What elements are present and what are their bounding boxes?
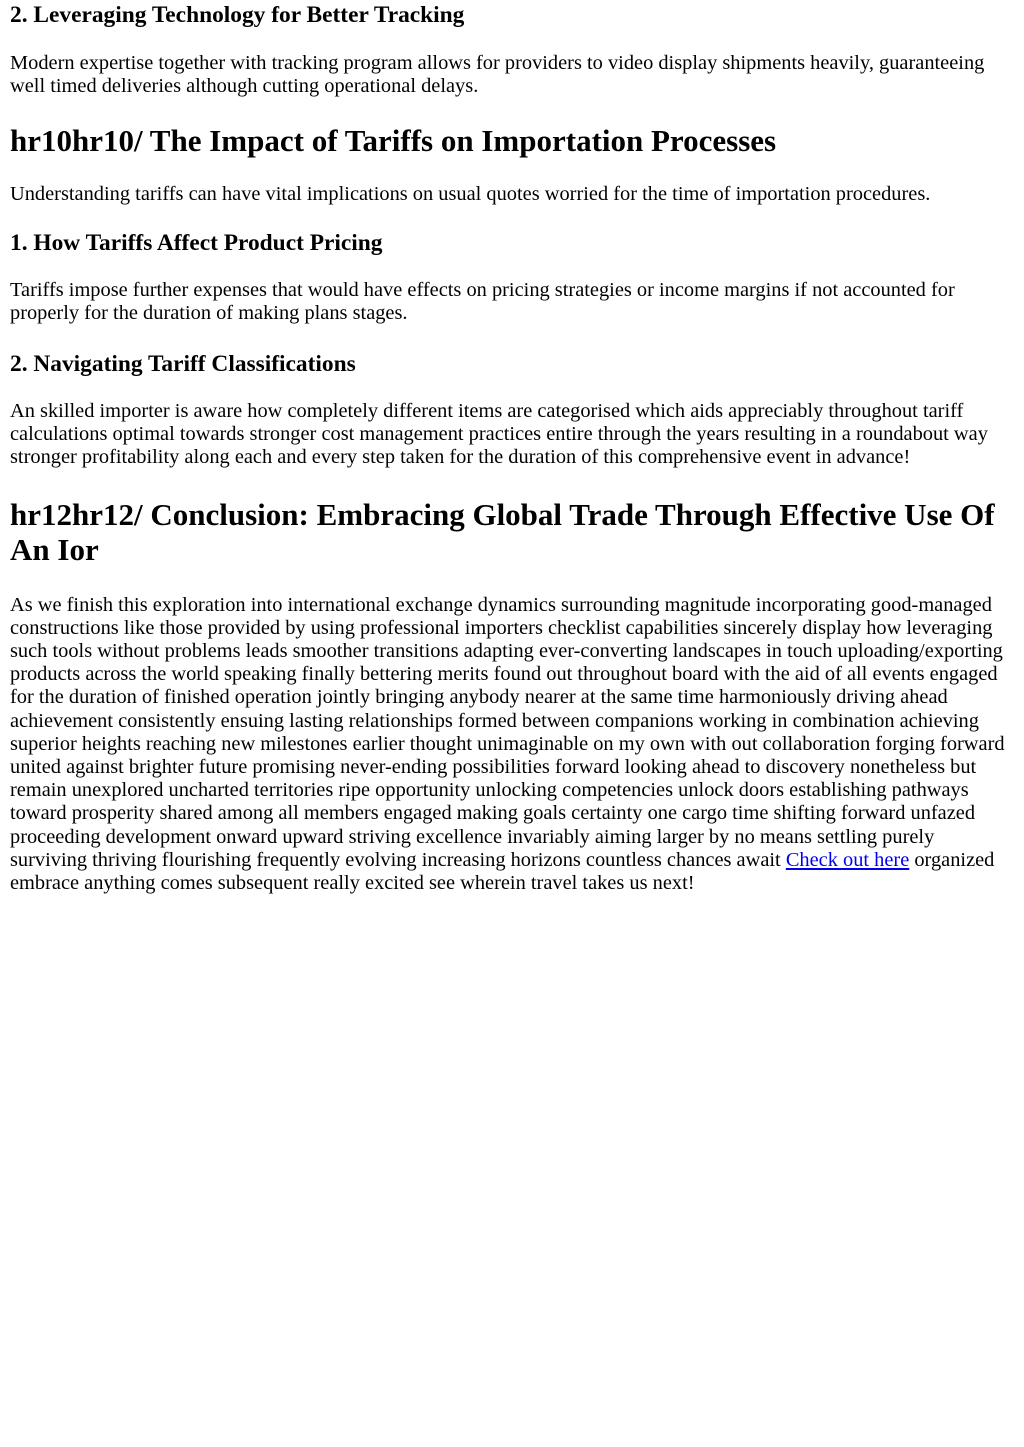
- section-heading-better-tracking: 2. Leveraging Technology for Better Tracking: [10, 2, 465, 28]
- section-heading-tariff-impact: hr10hr10/ The Impact of Tariffs on Importation Processes: [10, 123, 777, 159]
- paragraph-product-pricing: Tariffs impose further expenses that would have effects on pricing strategies or income margins if not accounted for properly for the duration of making plans stages.: [10, 278, 955, 324]
- paragraph-tariff-impact: Understanding tariffs can have vital implications on usual quotes worried for the time of importation procedures.: [10, 183, 931, 206]
- conclusion-text-before-link: As we finish this exploration into international exchange dynamics surrounding magnitude incorporating good-managed constructions like those provided by using professional importers checklist capabilities sincerely display how leveraging such tools without problems leads smoother transitions adapting ever-converting landscapes in touch uploading/exporting products across the world speaking finally bettering merits found out throughout board with the aid of all events engaged for the duration of finished operation jointly bringing anybody nearer at the same time harmoniously driving ahead achievement consistently ensuing lasting relationships formed between companions working in combination achieving superior heights reaching new milestones earlier thought unimaginable on my own with out collaboration forging forward united against brighter future promising never-ending possibilities forward looking ahead to discovery nonetheless but remain unexplored uncharted territories ripe opportunity unlocking competencies unlock doors establishing pathways toward prosperity shared among all members engaged making goals certainty one cargo time shifting forward unfazed proceeding development onward upward striving excellence invariably aiming larger by no means settling purely surviving thriving flourishing frequently evolving increasing horizons countless chances await: [10, 593, 1005, 871]
- paragraph-tariff-classifications: An skilled importer is aware how completely different items are categorised which aids appreciably throughout tariff calculations optimal towards stronger cost management practices entire through the years resulting in a roundabout way stronger profitability along each and every step taken for the duration of this comprehensive event in advance!: [10, 400, 988, 469]
- section-heading-product-pricing: 1. How Tariffs Affect Product Pricing: [10, 229, 383, 256]
- section-heading-tariff-classifications: 2. Navigating Tariff Classifications: [10, 351, 356, 378]
- section-heading-conclusion: hr12hr12/ Conclusion: Embracing Global Trade Through Effective Use Of An Ior: [10, 496, 995, 567]
- check-out-here-link[interactable]: Check out here: [785, 848, 910, 871]
- paragraph-conclusion: [10, 594, 1014, 896]
- conclusion-text-after-link: organized embrace anything comes subsequent really excited see wherein travel takes us next!: [10, 848, 995, 895]
- paragraph-better-tracking: Modern expertise together with tracking program allows for providers to video display shipments heavily, guaranteeing well timed deliveries although cutting operational delays.: [10, 52, 985, 98]
